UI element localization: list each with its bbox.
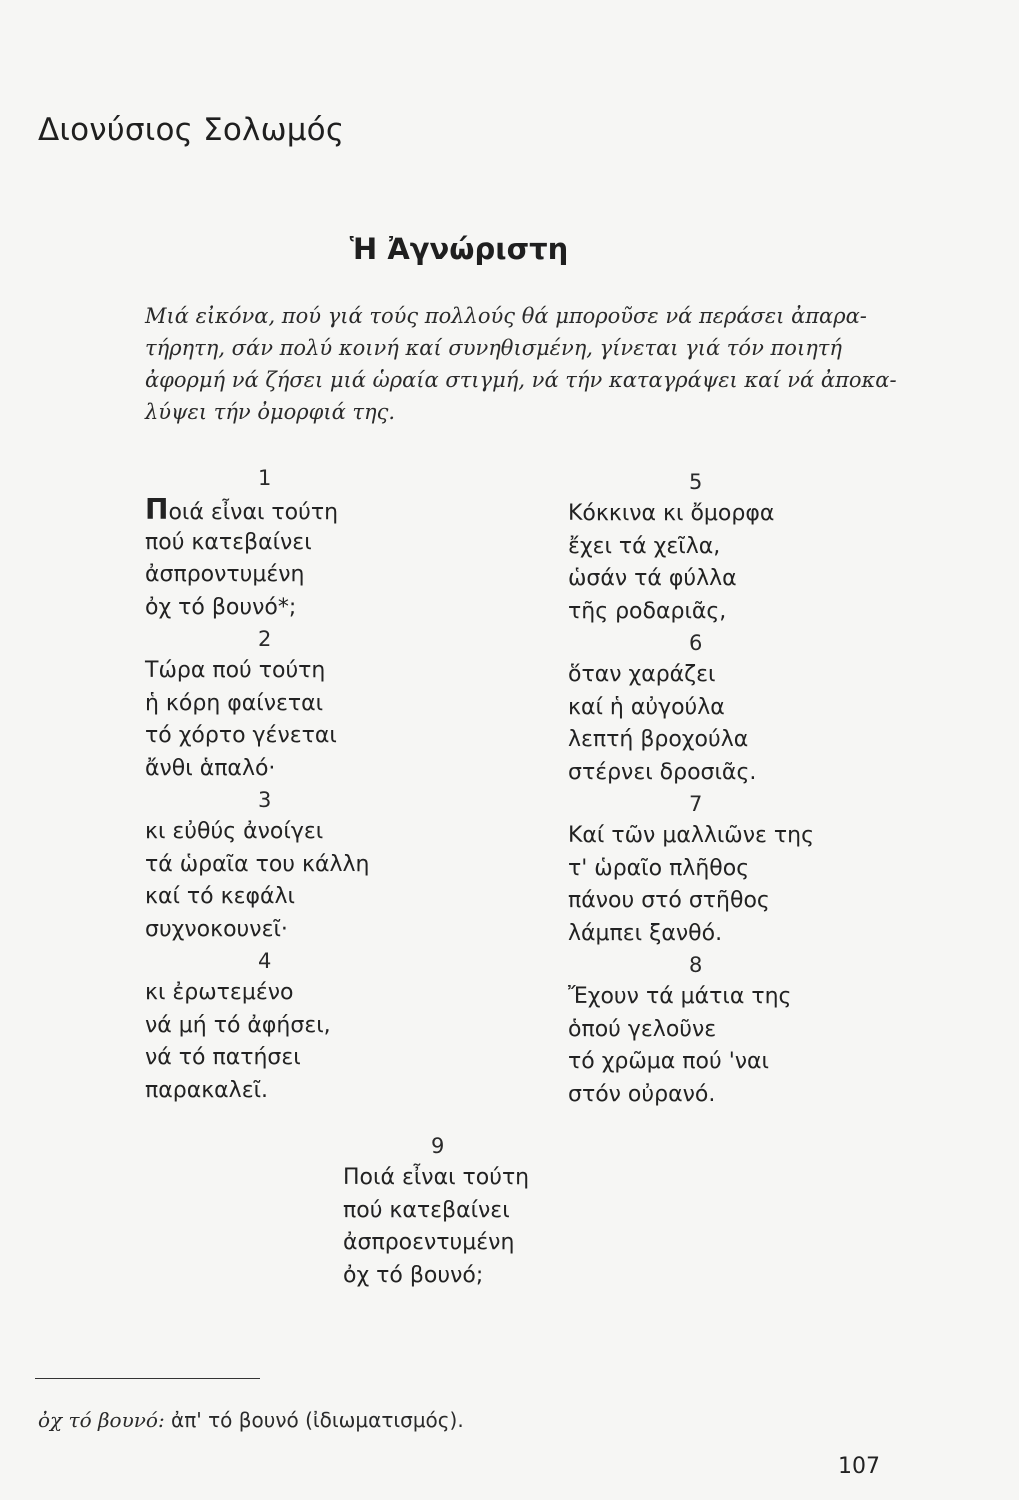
stanza: [145, 624, 445, 785]
verse-line: κι ἐρωτεμένο: [145, 980, 294, 1005]
verse-line: πού κατεβαίνει: [145, 529, 312, 555]
verse-line: παρακαλεῖ.: [145, 1077, 269, 1103]
stanza-number: 7: [689, 792, 703, 816]
stanza-number: 3: [258, 788, 272, 812]
page-number: 107: [838, 1454, 880, 1479]
verse-line: τ' ὡραῖο πλῆθος: [568, 855, 750, 881]
verse-line: Κόκκινα κι ὄμορφα: [568, 501, 775, 526]
verse-line: ὀχ τό βουνό;: [343, 1262, 484, 1288]
verse-line: Τώρα πού τούτη: [145, 658, 326, 683]
stanza-number: 2: [258, 627, 272, 651]
verse-line: στέρνει δροσιᾶς.: [568, 759, 757, 785]
verse-line: ὁπού γελοῦνε: [568, 1016, 717, 1042]
verse-line: καί ἡ αὐγούλα: [568, 694, 725, 720]
footnote-term: ὀχ τό βουνό:: [38, 1408, 165, 1432]
stanza-number: 5: [689, 470, 703, 494]
verse-line: Ἔχουν τά μάτια της: [568, 984, 792, 1009]
verse-line: ὀχ τό βουνό*;: [145, 594, 297, 620]
verse-line: ἀσπροεντυμένη: [343, 1230, 515, 1255]
verse-line: καί τό κεφάλι: [145, 884, 295, 909]
drop-initial: Π: [145, 493, 169, 526]
verse-line-rest: οιά εἶναι τούτη: [168, 500, 339, 525]
stanza: [568, 628, 868, 789]
footnote-text: ἀπ' τό βουνό (ἰδιωματισμός).: [164, 1408, 464, 1432]
stanza: [568, 789, 868, 950]
verse-line: τό χόρτο γένεται: [145, 723, 337, 748]
verse-line: ὡσάν τά φύλλα: [568, 566, 737, 591]
footnote-divider: [35, 1378, 260, 1379]
poem-title: Ἡ Ἀγνώριστη: [349, 232, 569, 266]
footnote: [38, 1408, 464, 1432]
stanza-number: 4: [258, 949, 272, 973]
verse-line: ἀσπροντυμένη: [145, 562, 305, 587]
stanza: [145, 463, 445, 624]
stanza-number: 1: [258, 466, 272, 490]
verse-line: τό χρῶμα πού 'ναι: [568, 1049, 769, 1074]
verse-line: κι εὐθύς ἀνοίγει: [145, 819, 324, 844]
verse-line: στόν οὐρανό.: [568, 1081, 716, 1107]
stanza: [568, 467, 868, 628]
verse-line: τά ὡραῖα του κάλλη: [145, 851, 370, 877]
verse-line: Ποιά εἶναι τούτη: [343, 1165, 530, 1190]
author-name: Διονύσιος Σολωμός: [38, 112, 345, 148]
verse-line: λάμπει ξανθό.: [568, 920, 723, 946]
stanza: [568, 950, 868, 1111]
poem-column-left: [145, 463, 445, 1107]
poem-column-right: [568, 467, 868, 1111]
verse-line: λεπτή βροχούλα: [568, 727, 749, 752]
verse-line: νά μή τό ἀφήσει,: [145, 1012, 331, 1038]
verse-line: πού κατεβαίνει: [343, 1197, 510, 1223]
verse-line: τῆς ροδαριᾶς,: [568, 598, 727, 624]
stanza-number: 6: [689, 631, 703, 655]
verse-line: ὅταν χαράζει: [568, 662, 716, 687]
stanza-number: 8: [689, 953, 703, 977]
verse-line: νά τό πατήσει: [145, 1045, 301, 1070]
verse-line: συχνοκουνεῖ·: [145, 916, 288, 942]
verse-line: ἡ κόρη φαίνεται: [145, 690, 324, 716]
verse-line: [145, 494, 445, 527]
verse-line: ἄνθι ἁπαλό·: [145, 755, 276, 781]
verse-line: πάνου στό στῆθος: [568, 888, 770, 913]
poem-column-center: [343, 1131, 643, 1292]
stanza: [343, 1131, 643, 1292]
verse-line: Καί τῶν μαλλιῶνε της: [568, 823, 814, 848]
stanza: [145, 946, 445, 1107]
intro-paragraph: Μιά εἰκόνα, πού γιά τούς πολλούς θά μποροῦσε νά περάσει ἀπαρα- τήρητη, σάν πολύ κοινή καί συνηθισμένη, γίνεται γιά τόν ποιητή ἀφορμή νά ζήσει μιά ὡραία στιγμή, νά τήν καταγράψει καί νά ἀποκα- λύψει τήν ὀμορφιά της.: [145, 304, 897, 424]
verse-line: ἔχει τά χεῖλα,: [568, 533, 721, 559]
stanza-number: 9: [431, 1134, 445, 1158]
stanza: [145, 785, 445, 946]
